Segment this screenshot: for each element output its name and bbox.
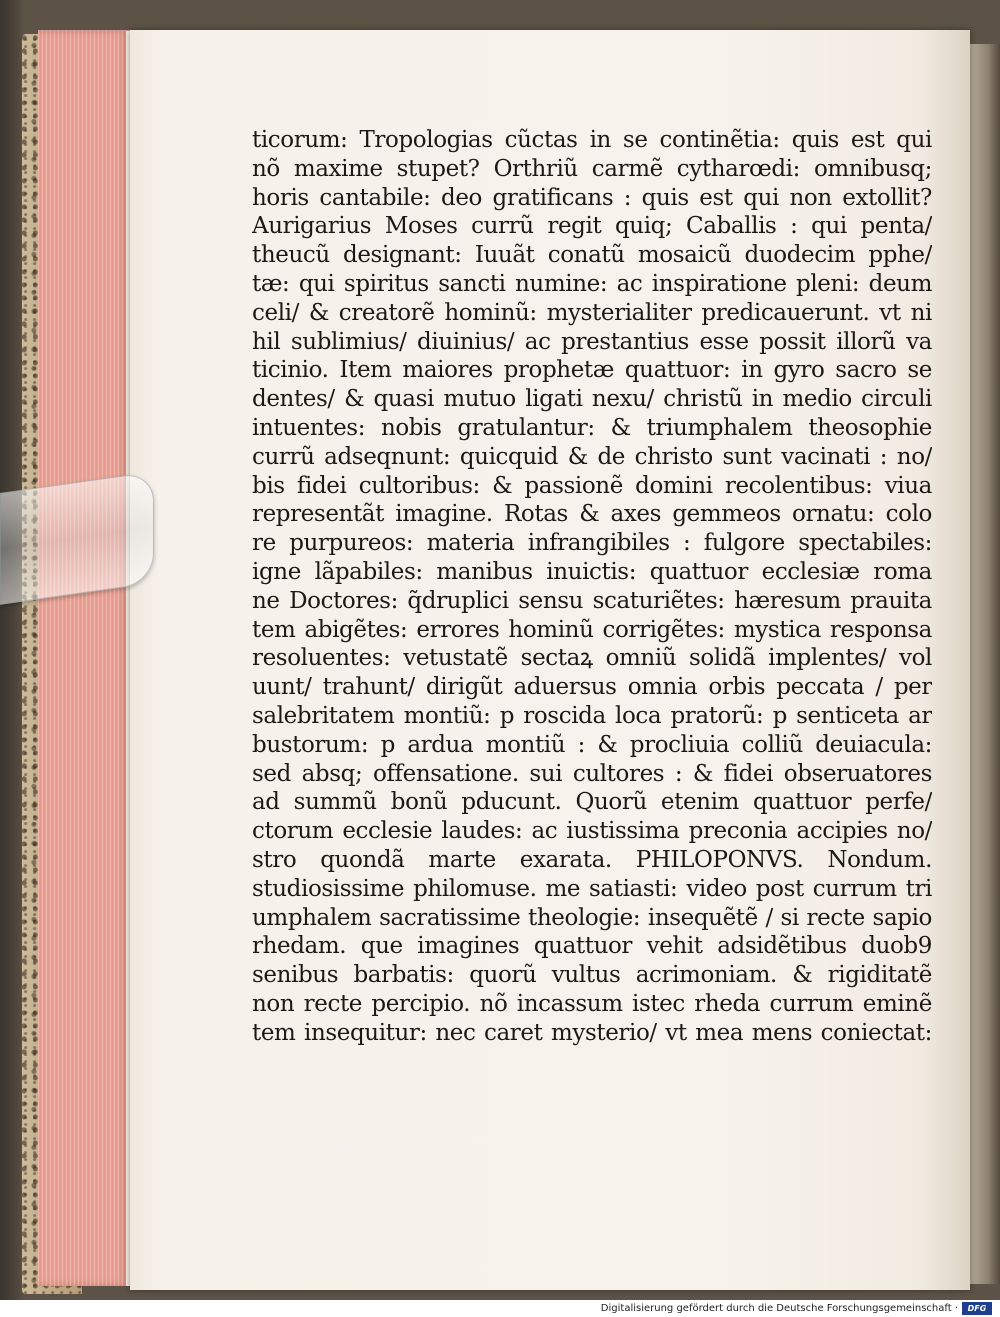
text-line: studiosissime philomuse. me satiasti: video post currum tri [252,875,932,902]
text-line: representãt imagine. Rotas & axes gemmeos ornatu: colo [252,501,932,528]
text-line: bustorum: p ardua montiũ : & procliuia colliũ deuiacula: [252,731,932,758]
page-holder-clip [0,471,154,605]
text-line: umphalem sacratissime theologie: insequẽtẽ / si recte sapio [252,904,932,931]
dfg-credit: Digitalisierung gefördert durch die Deutsche Forschungsgemeinschaft · [600,1303,958,1314]
text-line: celi/ & creatorẽ hominũ: mysterialiter predicauerunt. vt ni [252,299,932,326]
dfg-logo-icon: DFG [962,1302,992,1315]
text-line: senibus barbatis: quorũ vultus acrimoniam. & rigiditatẽ [252,962,932,989]
red-page-edges [38,30,130,1286]
text-line: salebritatem montiũ: p roscida loca pratorũ: p senticeta ar [252,702,932,729]
text-line: ticorum: Tropologias cũctas in se continẽtia: quis est qui [252,127,932,153]
back-cover-right [970,44,1000,1284]
text-line: igne lãpabiles: manibus inuictis: quattuor ecclesiæ roma [252,558,932,585]
text-line: uunt/ trahunt/ dirigũt aduersus omnia orbis peccata / per [252,674,932,701]
text-line: resoluentes: vetustatẽ sectaꝝ omniũ solidã implentes/ vol [252,645,932,672]
text-line: tem abigẽtes: errores hominũ corrigẽtes: mystica responsa [252,616,932,643]
text-line: sed absq; offensatione. sui cultores : & fidei obseruatores [252,760,932,787]
text-line: ctorum ecclesie laudes: ac iustissima preconia accipies no/ [252,818,932,845]
text-line: ne Doctores: q̃druplici sensu scaturiẽtes: hæresum prauita [252,587,932,614]
text-line: horis cantabile: deo gratificans : quis est qui non extollit? [252,184,932,211]
text-line: non recte percipio. nõ incassum istec rheda currum eminẽ [252,990,932,1017]
text-line: theucũ designant: Iuuãt conatũ mosaicũ duodecim pphe/ [252,242,932,269]
page-text-block [252,126,932,1048]
text-line: tem insequitur: nec caret mysterio/ vt mea mens coniectat: [252,1019,932,1046]
text-line: re purpureos: materia infrangibiles : fulgore spectabiles: [252,530,932,557]
text-line: ad summũ bonũ pducunt. Quorũ etenim quattuor perfe/ [252,789,932,816]
text-line: tæ: qui spiritus sancti numine: ac inspiratione pleni: deum [252,270,932,297]
text-line: intuentes: nobis gratulantur: & triumphalem theosophie [252,414,932,441]
text-line: ticinio. Item maiores prophetæ quattuor: in gyro sacro se [252,357,932,384]
text-line: stro quondã marte exarata. PHILOPONVS. Nondum. [252,846,932,873]
text-line: bis fidei cultoribus: & passionẽ domini recolentibus: viua [252,472,932,499]
text-line: hil sublimius/ diuinius/ ac prestantius esse possit illorũ va [252,328,932,355]
text-line: rhedam. que imagines quattuor vehit adsidẽtibus duob9 [252,933,932,960]
text-line: dentes/ & quasi mutuo ligati nexu/ christũ in medio circuli [252,386,932,413]
text-line: Aurigarius Moses currũ regit quiq; Caballis : qui penta/ [252,213,932,240]
text-line: currũ adseqnunt: quicquid & de christo sunt vacinati : no/ [252,443,932,470]
text-line: nõ maxime stupet? Orthriũ carmẽ cytharœdi: omnibusq; [252,155,932,182]
